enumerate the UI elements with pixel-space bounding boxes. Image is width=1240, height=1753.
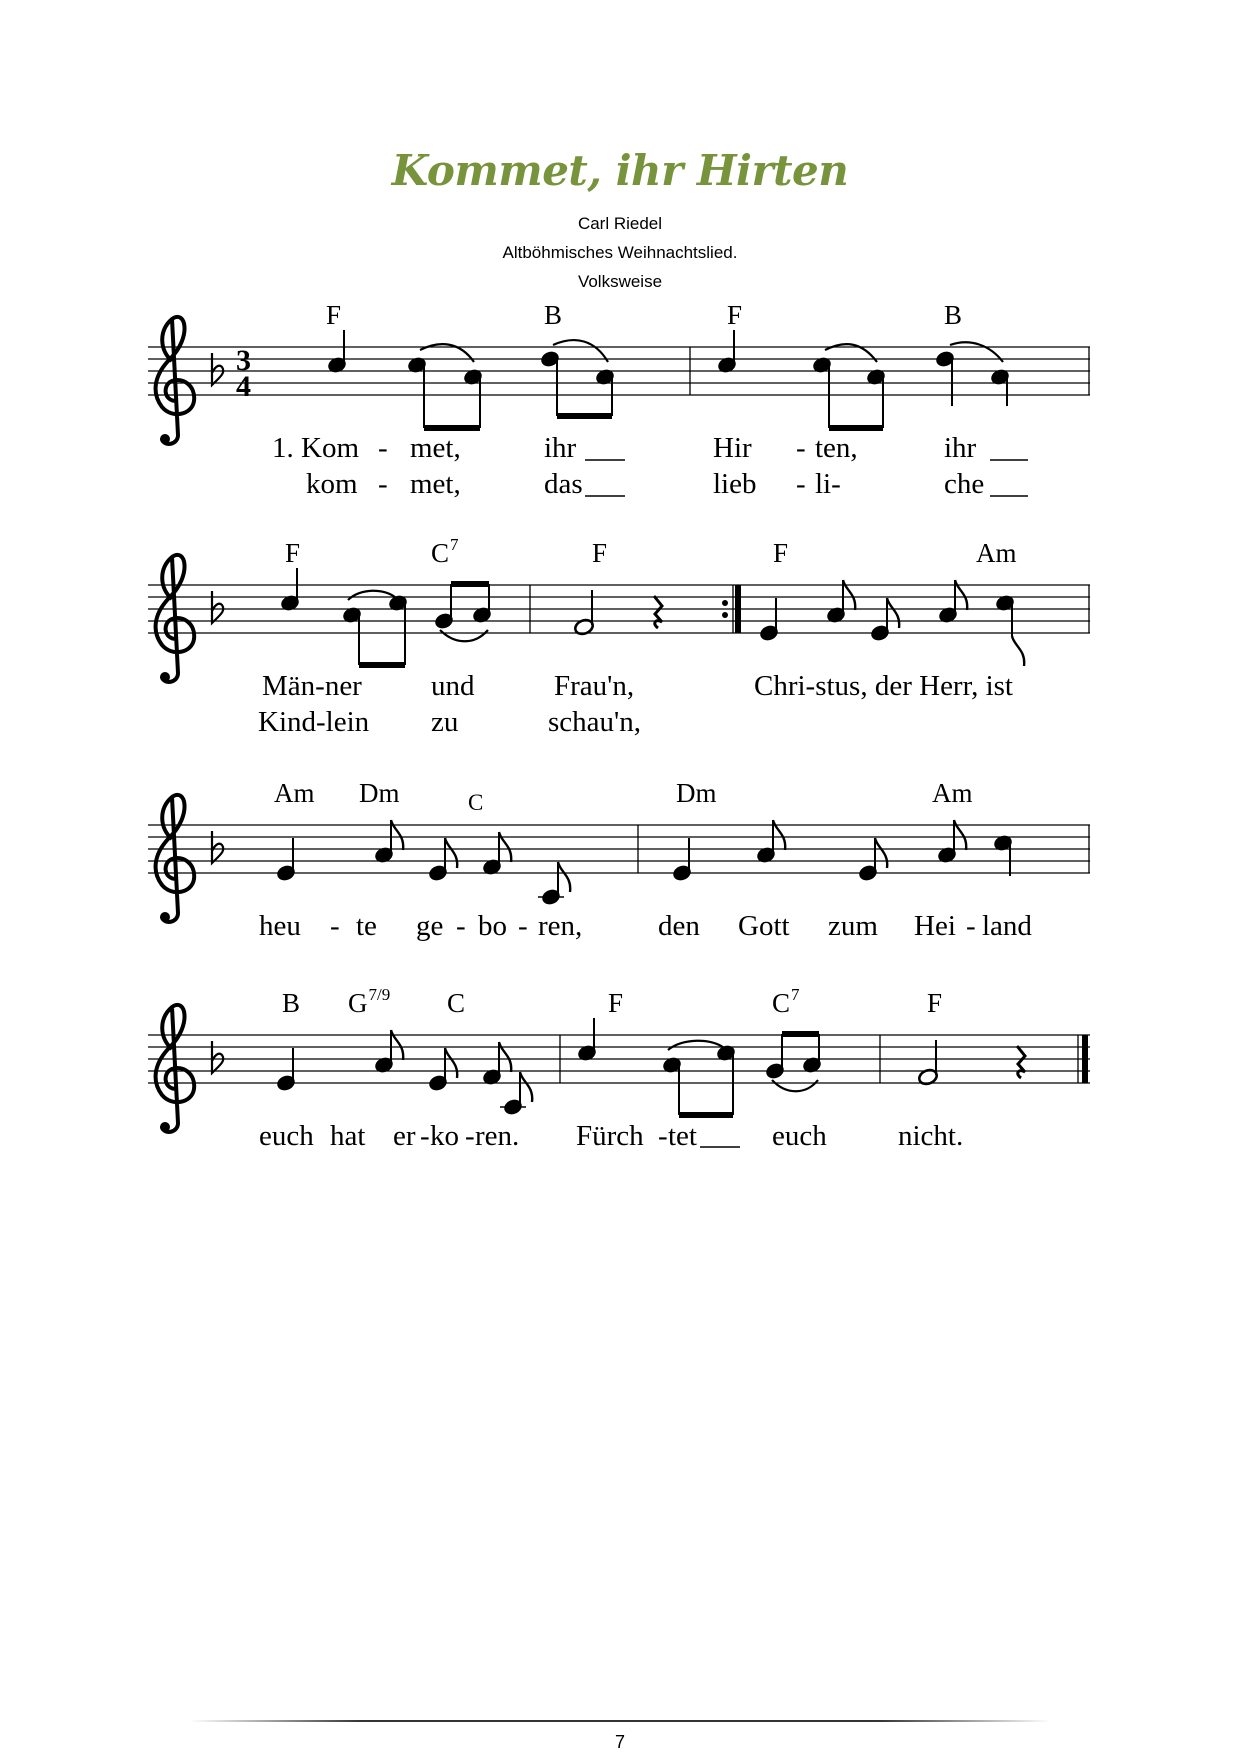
- treble-clef-icon: [156, 1005, 195, 1132]
- chord-symbol: Dm: [359, 778, 400, 808]
- chord-symbol: Am: [932, 778, 973, 808]
- treble-clef-icon: [156, 317, 195, 444]
- lyric-syllable: ren.: [475, 1120, 520, 1152]
- lyric-syllable: met,: [410, 432, 461, 464]
- lyric-syllable: nicht.: [898, 1120, 964, 1152]
- chord-symbol: F: [285, 538, 301, 568]
- chord-symbol: F: [773, 538, 789, 568]
- lyric-hyphen: -: [796, 432, 806, 464]
- lyric-hyphen: -: [378, 468, 388, 500]
- composer-credit: Carl Riedel: [577, 214, 663, 233]
- lyric-hyphen: -: [420, 1120, 430, 1152]
- lyric-syllable: das: [544, 468, 583, 500]
- lyric-syllable: Hir: [713, 432, 752, 464]
- lyric-hyphen: -: [658, 1120, 668, 1152]
- repeat-barline: [735, 585, 741, 633]
- lyric-syllable: zum: [828, 910, 878, 942]
- lyric-syllable: land: [982, 910, 1032, 942]
- time-signature-bottom: 4: [236, 370, 251, 403]
- chord-symbol: F: [326, 300, 342, 330]
- lyric-hyphen: -: [378, 432, 388, 464]
- song-origin-credit: Altböhmisches Weihnachtslied.: [502, 243, 738, 262]
- lyric-syllable: li-: [815, 468, 841, 500]
- lyric-syllable: schau'n,: [548, 706, 642, 738]
- lyric-syllable: Gott: [738, 910, 790, 942]
- lyric-syllable: te: [356, 910, 377, 942]
- chord-symbol: Am: [274, 778, 315, 808]
- lyric-syllable: Frau'n,: [554, 670, 635, 702]
- lyric-syllable: ko: [430, 1120, 459, 1152]
- lyric-syllable: Män-ner: [262, 670, 362, 702]
- lyric-syllable: er: [393, 1120, 416, 1152]
- final-barline: [1082, 1035, 1088, 1083]
- lyric-syllable: ren,: [538, 910, 583, 942]
- melody-credit: Volksweise: [577, 272, 663, 291]
- lyric-extenders: [585, 460, 1028, 496]
- lyric-syllable: ihr: [944, 432, 977, 464]
- lyric-syllable: tet: [668, 1120, 697, 1152]
- lyric-syllable: 1. Kom: [272, 432, 359, 464]
- notes-system-3: [276, 820, 1012, 906]
- footer-divider: [190, 1720, 1050, 1722]
- lyric-hyphen: -: [966, 910, 976, 942]
- chord-symbol-with-extension: $G^{7/9}$: [348, 985, 391, 1018]
- lyric-syllable: bo: [478, 910, 507, 942]
- chord-symbol: C: [468, 790, 484, 815]
- lyric-syllable: heu: [259, 910, 301, 942]
- lyric-hyphen: -: [456, 910, 466, 942]
- song-title: Kommet, ihr Hirten: [391, 146, 849, 195]
- chord-symbol: F: [608, 988, 624, 1018]
- chord-symbol: F: [727, 300, 743, 330]
- lyric-syllable: che: [944, 468, 985, 500]
- staff-system-4: [148, 1035, 1090, 1083]
- lyric-syllable: euch: [772, 1120, 827, 1152]
- lyric-hyphen: -: [330, 910, 340, 942]
- lyric-syllable: Hei: [914, 910, 956, 942]
- lyric-hyphen: -: [465, 1120, 475, 1152]
- notes-system-1: [327, 330, 1009, 428]
- lyric-syllable: lieb: [713, 468, 757, 500]
- flat-icon: [212, 831, 223, 863]
- lyric-hyphen: -: [796, 468, 806, 500]
- lyric-syllable: Chri-stus, der Herr, ist: [754, 670, 1013, 702]
- chord-symbol-with-extension: $C^7$: [431, 535, 459, 568]
- time-signature-top: 3: [236, 344, 251, 377]
- treble-clef-icon: [156, 555, 195, 682]
- chord-symbol: C: [447, 988, 466, 1018]
- lyric-syllable: und: [431, 670, 475, 702]
- chord-symbol: B: [944, 300, 963, 330]
- lyric-syllable: Fürch: [576, 1120, 644, 1152]
- lyric-syllable: hat: [330, 1120, 366, 1152]
- chord-symbol-with-extension: $C^7$: [772, 985, 800, 1018]
- lyric-syllable: ten,: [815, 432, 858, 464]
- chord-symbol: Dm: [676, 778, 717, 808]
- lyric-syllable: ihr: [544, 432, 577, 464]
- lyric-syllable: den: [658, 910, 700, 942]
- treble-clef-icon: [156, 795, 195, 922]
- flat-icon: [212, 353, 223, 385]
- chord-symbol: Am: [976, 538, 1017, 568]
- flat-icon: [212, 1041, 223, 1073]
- chord-symbol: F: [592, 538, 608, 568]
- notes-system-4: [276, 1018, 1025, 1116]
- lyric-syllable: euch: [259, 1120, 314, 1152]
- chord-symbol: B: [282, 988, 301, 1018]
- lyric-syllable: kom: [306, 468, 358, 500]
- notes-system-2: [280, 568, 1024, 666]
- lyric-syllable: Kind-lein: [258, 706, 370, 738]
- chord-symbol: F: [927, 988, 943, 1018]
- page-number: 7: [614, 1732, 625, 1752]
- lyric-syllable: met,: [410, 468, 461, 500]
- lyric-hyphen: -: [518, 910, 528, 942]
- chord-symbol: B: [544, 300, 563, 330]
- lyric-syllable: ge: [416, 910, 444, 942]
- lyric-syllable: zu: [431, 706, 459, 738]
- flat-icon: [212, 591, 223, 623]
